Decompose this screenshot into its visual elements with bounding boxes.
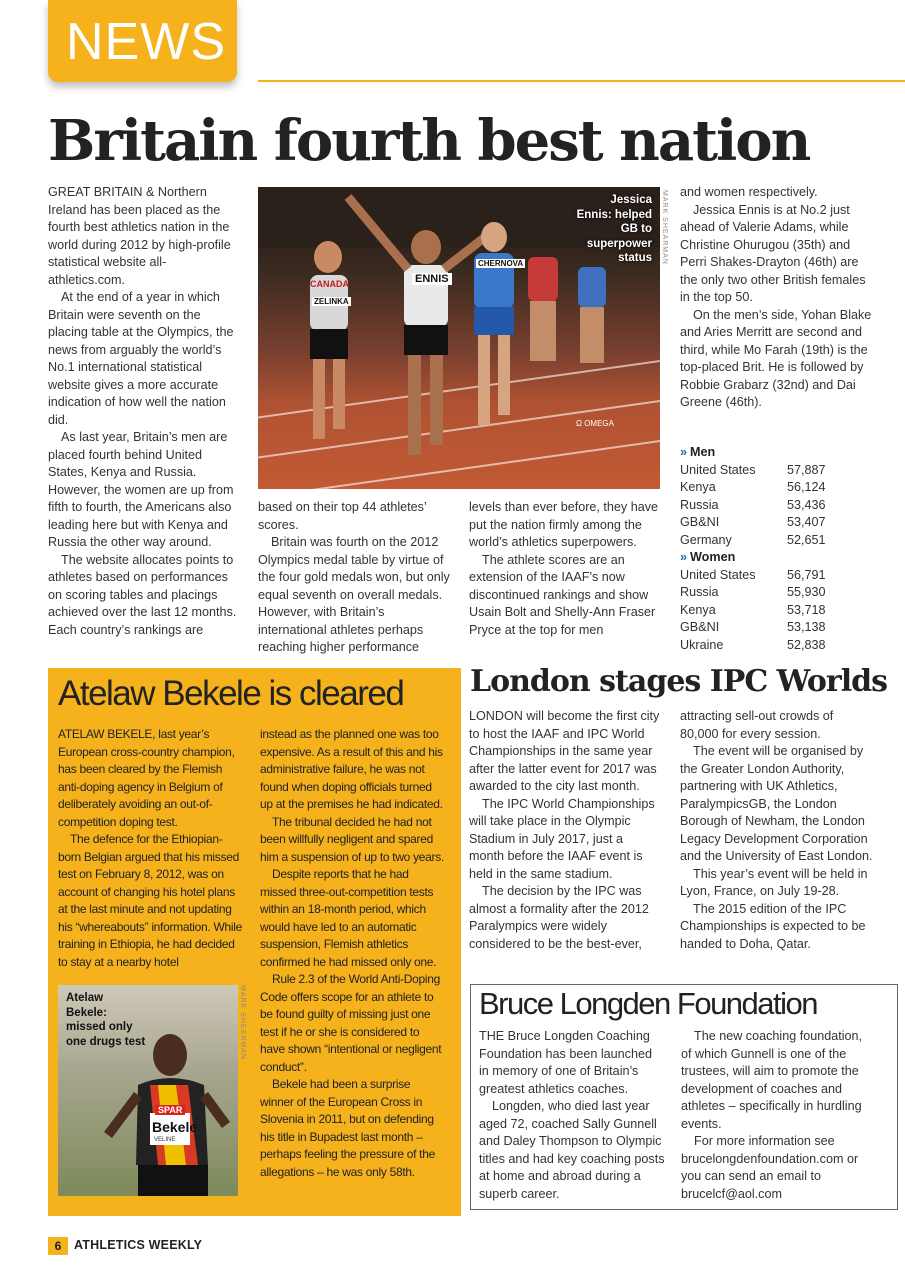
section-tab <box>48 0 237 82</box>
paragraph: The tribunal decided he had not been willfully negligent and spared him a suspension of up to two years. <box>260 814 444 864</box>
chevron-icon: » <box>680 550 688 564</box>
paragraph: As last year, Britain’s men are placed fourth behind United States, Kenya and Russia. However, the women are up from fifth to fourth, the Americans also leading here but with Kenya and Russia the other way around. <box>48 430 234 549</box>
main-col-1 <box>48 184 243 639</box>
photo-caption: Atelaw Bekele: missed only one drugs test <box>66 992 146 1048</box>
photo-credit: MARK SHEARMAN <box>661 190 668 265</box>
table-row: United States 56,791 <box>680 567 826 582</box>
paragraph: On the men’s side, Yohan Blake and Aries Merritt are second and third, while Mo Farah (19th) is the top-placed Brit. He is followed by Robbie Grabarz (32nd) and Dai Greene (46th). <box>680 307 872 409</box>
table-row: GB&NI 53,407 <box>680 515 826 529</box>
paragraph: The defence for the Ethiopian-born Belgian argued that his missed test on February 8, 2012, was on account of changing his hotel plans at the last minute and not updating his “whereabouts” information. While training in Ethiopia, he had decided to stay at a nearby hotel <box>58 832 242 969</box>
paragraph: The website allocates points to athletes based on performances on scoring tables and placings achieved over the last 12 months. Each country’s rankings are <box>48 552 237 637</box>
paragraph: levels than ever before, they have put the nation firmly among the world’s athletics superpowers. <box>469 500 659 549</box>
paragraph: GREAT BRITAIN & Northern Ireland has been placed as the fourth best athletics nation in the world during 2012 by high-profile statistical website all-athletics.com. <box>48 185 231 287</box>
main-col-4 <box>680 184 872 412</box>
paragraph: This year’s event will be held in Lyon, France, on July 19-28. <box>680 866 868 898</box>
bib-sponsor: SPAR <box>155 1105 185 1115</box>
bib-name: Bekele <box>152 1119 198 1135</box>
ipc-col-2 <box>680 708 875 953</box>
paragraph: At the end of a year in which Britain were seventh on the placing table at the Olympics, the news from arguably the world’s No.1 international statistical website gives a more accurate indication of how well the nation did. <box>48 290 234 427</box>
women-header: » Women <box>680 550 736 564</box>
paragraph: The decision by the IPC was almost a formality after the 2012 Paralympics were widely considered to be the best-ever, <box>469 884 649 951</box>
photo-caption: Jessica Ennis: helped GB to superpower status <box>576 194 652 264</box>
table-row: Russia 53,436 <box>680 497 826 512</box>
paragraph: The event will be organised by the Greater London Authority, partnering with UK Athletics, ParalympicsGB, the London Borough of Newham, the London Legacy Development Corporation and the University of East London. <box>680 744 873 863</box>
bib-name: ZELINKA <box>314 297 349 306</box>
bekele-headline: Atelaw Bekele is cleared <box>58 674 404 713</box>
ennis-photo <box>258 187 660 489</box>
paragraph: attracting sell-out crowds of 80,000 for every session. <box>680 709 834 741</box>
paragraph: The new coaching foundation, of which Gunnell is one of the trustees, will aim to promote the development of coaches and athletes – specifically in hurdling events. <box>681 1029 863 1131</box>
rankings-table <box>680 444 860 654</box>
paragraph: based on their top 44 athletes’ scores. <box>258 500 427 532</box>
paragraph: The 2015 edition of the IPC Championships is expected to be handed to Doha, Qatar. <box>680 901 866 951</box>
paragraph: The athlete scores are an extension of the IAAF’s now discontinued rankings and show Usain Bolt and Shelly-Ann Fraser Pryce at the top for men <box>469 552 656 637</box>
paragraph: ATELAW BEKELE, last year’s European cross-country champion, has been cleared by the Flemish anti-doping agency in Belgium of deliberately avoiding an out-of-competition doping test. <box>58 727 235 829</box>
paragraph: Rule 2.3 of the World Anti-Doping Code offers scope for an athlete to be found guilty of missing just one test if he or she is considered to have shown “intentional or negligent conduct”. <box>260 972 442 1074</box>
paragraph: LONDON will become the first city to host the IAAF and IPC World Championships in the same year after the latter event for 2017 was awarded to the city last month. <box>469 709 660 793</box>
table-row: United States 57,887 <box>680 462 826 477</box>
paragraph: Britain was fourth on the 2012 Olympics medal table by virtue of the four gold medals won, but only equal seventh on overall medals. However, with Britain’s international athletes perhaps reaching higher performance <box>258 535 450 654</box>
ipc-col-1 <box>469 708 661 953</box>
longden-col-1 <box>479 1028 665 1203</box>
header-rule <box>258 80 905 82</box>
sponsor-board: Ω OMEGA <box>576 419 614 428</box>
bib-sub: VELINE <box>154 1137 176 1143</box>
main-col-3 <box>469 499 661 639</box>
longden-headline: Bruce Longden Foundation <box>479 986 818 1021</box>
chevron-icon: » <box>680 445 688 459</box>
bib-name: CHERNOVA <box>478 259 524 268</box>
bekele-col-2 <box>260 726 446 1181</box>
table-row: GB&NI 53,138 <box>680 620 826 634</box>
paragraph: For more information see brucelongdenfoundation.com or you can send an email to brucelcf@aol.com <box>681 1134 859 1201</box>
longden-col-2 <box>681 1028 873 1203</box>
bib-country: CANADA <box>310 279 349 289</box>
men-header: » Men <box>680 445 716 459</box>
table-row: Kenya 56,124 <box>680 480 826 494</box>
table-row: Russia 55,930 <box>680 585 826 599</box>
paragraph: Despite reports that he had missed three-out-competition tests within an 18-month period, which would have led to an automatic suspension, Flemish athletics confirmed he had missed only one. <box>260 867 437 969</box>
paragraph: Bekele had been a surprise winner of the European Cross in Slovenia in 2011, but on defending his title in Bupadest last month – perhaps feeling the pressure of the allegations – he was only 58th. <box>260 1077 435 1179</box>
photo-credit: MARK SHEARMAN <box>239 985 246 1060</box>
table-row: Kenya 53,718 <box>680 602 826 617</box>
magazine-name: ATHLETICS WEEKLY <box>74 1238 203 1252</box>
paragraph: Jessica Ennis is at No.2 just ahead of Valerie Adams, while Christine Ohurugou (35th) and Perri Shakes-Drayton (46th) are the only two other British females in the top 50. <box>680 202 866 304</box>
ipc-headline: London stages IPC Worlds <box>470 664 887 699</box>
table-row: Ukraine 52,838 <box>680 637 826 652</box>
page-number: 6 <box>48 1237 68 1255</box>
main-col-2 <box>258 499 450 657</box>
bekele-col-1 <box>58 726 242 971</box>
paragraph: THE Bruce Longden Coaching Foundation has been launched in memory of one of Britain’s greatest athletics coaches. <box>479 1029 652 1096</box>
paragraph: The IPC World Championships will take place in the Olympic Stadium in July 2017, just a month before the IAAF event is held in the same stadium. <box>469 796 655 881</box>
paragraph: Longden, who died last year aged 72, coached Sally Gunnell and Daley Thompson to Olympic titles and had key coaching posts at home and abroad during a superb career. <box>479 1099 665 1201</box>
bekele-photo <box>58 985 238 1196</box>
paragraph: instead as the planned one was too expensive. As a result of this and his administrative failure, he was not found when doping officials turned up at the premises he had indicated. <box>260 727 443 811</box>
paragraph: and women respectively. <box>680 185 818 199</box>
section-label: NEWS <box>66 13 226 71</box>
main-headline: Britain fourth best nation <box>48 108 810 174</box>
bib-name: ENNIS <box>412 273 452 285</box>
table-row: Germany 52,651 <box>680 532 826 547</box>
